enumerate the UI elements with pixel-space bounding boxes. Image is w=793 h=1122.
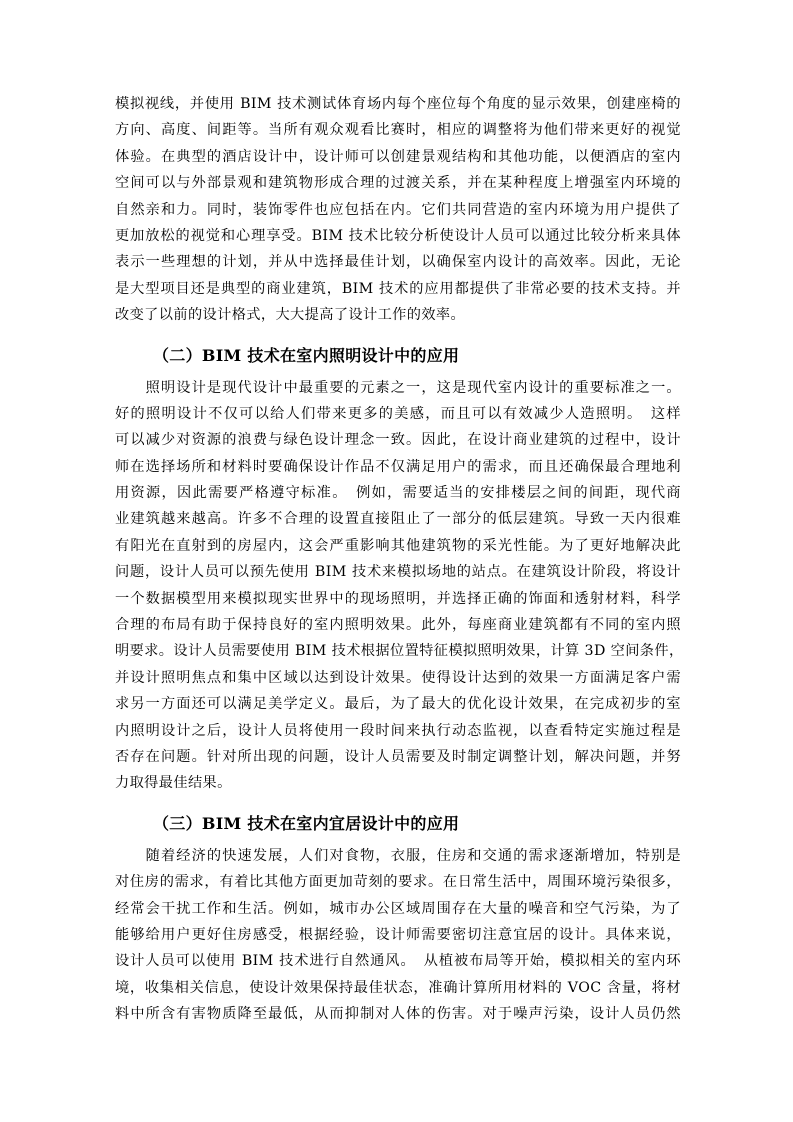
section-heading-livability: （三）BIM 技术在室内宜居设计中的应用	[153, 813, 460, 833]
paragraph-line: 经常会干扰工作和生活。例如，城市办公区域周围存在大量的噪音和空气污染，为了	[115, 900, 681, 917]
paragraph-line: 用资源，因此需要严格遵守标准。 例如，需要适当的安排楼层之间的间距，现代商	[115, 485, 681, 502]
paragraph-line: 力取得最佳结果。	[115, 775, 232, 792]
paragraph-line: 改变了以前的设计格式，大大提高了设计工作的效率。	[115, 307, 466, 324]
paragraph-line: 并设计照明焦点和集中区域以达到设计效果。使得设计达到的效果一方面满足客户需	[115, 669, 681, 686]
paragraph-line: 更加放松的视觉和心理享受。BIM 技术比较分析使设计人员可以通过比较分析来具体	[115, 227, 681, 244]
paragraph-line: 求另一方面还可以满足美学定义。最后，为了最大的优化设计效果，在完成初步的室	[115, 696, 681, 713]
paragraph-line: 料中所含有害物质降至最低，从而抑制对人体的伤害。对于噪声污染，设计人员仍然	[115, 1006, 681, 1023]
paragraph-line: 能够给用户更好住房感受，根据经验，设计师需要密切注意宜居的设计。具体来说，	[115, 926, 681, 943]
paragraph-line: 境，收集相关信息，使设计效果保持最佳状态，准确计算所用材料的 VOC 含量，将材	[115, 979, 681, 996]
paragraph-line: 明要求。设计人员需要使用 BIM 技术根据位置特征模拟照明效果，计算 3D 空间条件，	[115, 643, 684, 660]
document-page	[115, 91, 684, 1028]
paragraph-line: 有阳光在直射到的房屋内，这会严重影响其他建筑物的采光性能。为了更好地解决此	[115, 537, 681, 554]
section-heading-lighting: （二）BIM 技术在室内照明设计中的应用	[153, 345, 460, 365]
paragraph-line: 是大型项目还是典型的商业建筑，BIM 技术的应用都提供了非常必要的技术支持。并	[115, 280, 681, 297]
paragraph-line: 对住房的需求，有着比其他方面更加苛刻的要求。在日常生活中，周围环境污染很多，	[115, 874, 681, 891]
paragraph-line: 合理的布局有助于保持良好的室内照明效果。此外，每座商业建筑都有不同的室内照	[115, 617, 681, 634]
paragraph-intro	[115, 91, 681, 329]
paragraph-line: 内照明设计之后，设计人员将使用一段时间来执行动态监视，以查看特定实施过程是	[115, 722, 681, 739]
paragraph-line: 业建筑越来越高。许多不合理的设置直接阻止了一部分的低层建筑。导致一天内很难	[115, 511, 681, 528]
paragraph-line: 空间可以与外部景观和建筑物形成合理的过渡关系，并在某种程度上增强室内环境的	[115, 175, 681, 192]
paragraph-line: 方向、高度、间距等。当所有观众观看比赛时，相应的调整将为他们带来更好的视觉	[115, 122, 681, 139]
paragraph-line: 设计人员可以使用 BIM 技术进行自然通风。 从植被布局等开始，模拟相关的室内环	[115, 953, 681, 970]
paragraph-line: 可以减少对资源的浪费与绿色设计理念一致。因此，在设计商业建筑的过程中，设计	[115, 432, 681, 449]
paragraph-line: 师在选择场所和材料时要确保设计作品不仅满足用户的需求，而且还确保最合理地利	[115, 458, 681, 475]
paragraph-line: 好的照明设计不仅可以给人们带来更多的美感，而且可以有效减少人造照明。 这样	[115, 405, 681, 422]
paragraph-lighting	[115, 375, 684, 797]
paragraph-line: 问题，设计人员可以预先使用 BIM 技术来模拟场地的站点。在建筑设计阶段，将设计	[115, 564, 681, 581]
paragraph-line: 自然亲和力。同时，装饰零件也应包括在内。它们共同营造的室内环境为用户提供了	[115, 201, 681, 218]
paragraph-line: 表示一些理想的计划，并从中选择最佳计划，以确保室内设计的高效率。因此，无论	[115, 254, 681, 271]
paragraph-line: 一个数据模型用来模拟现实世界中的现场照明，并选择正确的饰面和透射材料，科学	[115, 590, 681, 607]
paragraph-line: 模拟视线，并使用 BIM 技术测试体育场内每个座位每个角度的显示效果，创建座椅的	[115, 96, 681, 112]
paragraph-livability	[115, 843, 681, 1028]
paragraph-line: 体验。在典型的酒店设计中，设计师可以创建景观结构和其他功能，以便酒店的室内	[115, 148, 681, 165]
paragraph-line: 否存在问题。针对所出现的问题，设计人员需要及时制定调整计划，解决问题，并努	[115, 748, 681, 765]
paragraph-line: 照明设计是现代设计中最重要的元素之一，这是现代室内设计的重要标准之一。	[115, 379, 681, 396]
paragraph-line: 随着经济的快速发展，人们对食物，衣服，住房和交通的需求逐渐增加，特别是	[115, 847, 681, 864]
